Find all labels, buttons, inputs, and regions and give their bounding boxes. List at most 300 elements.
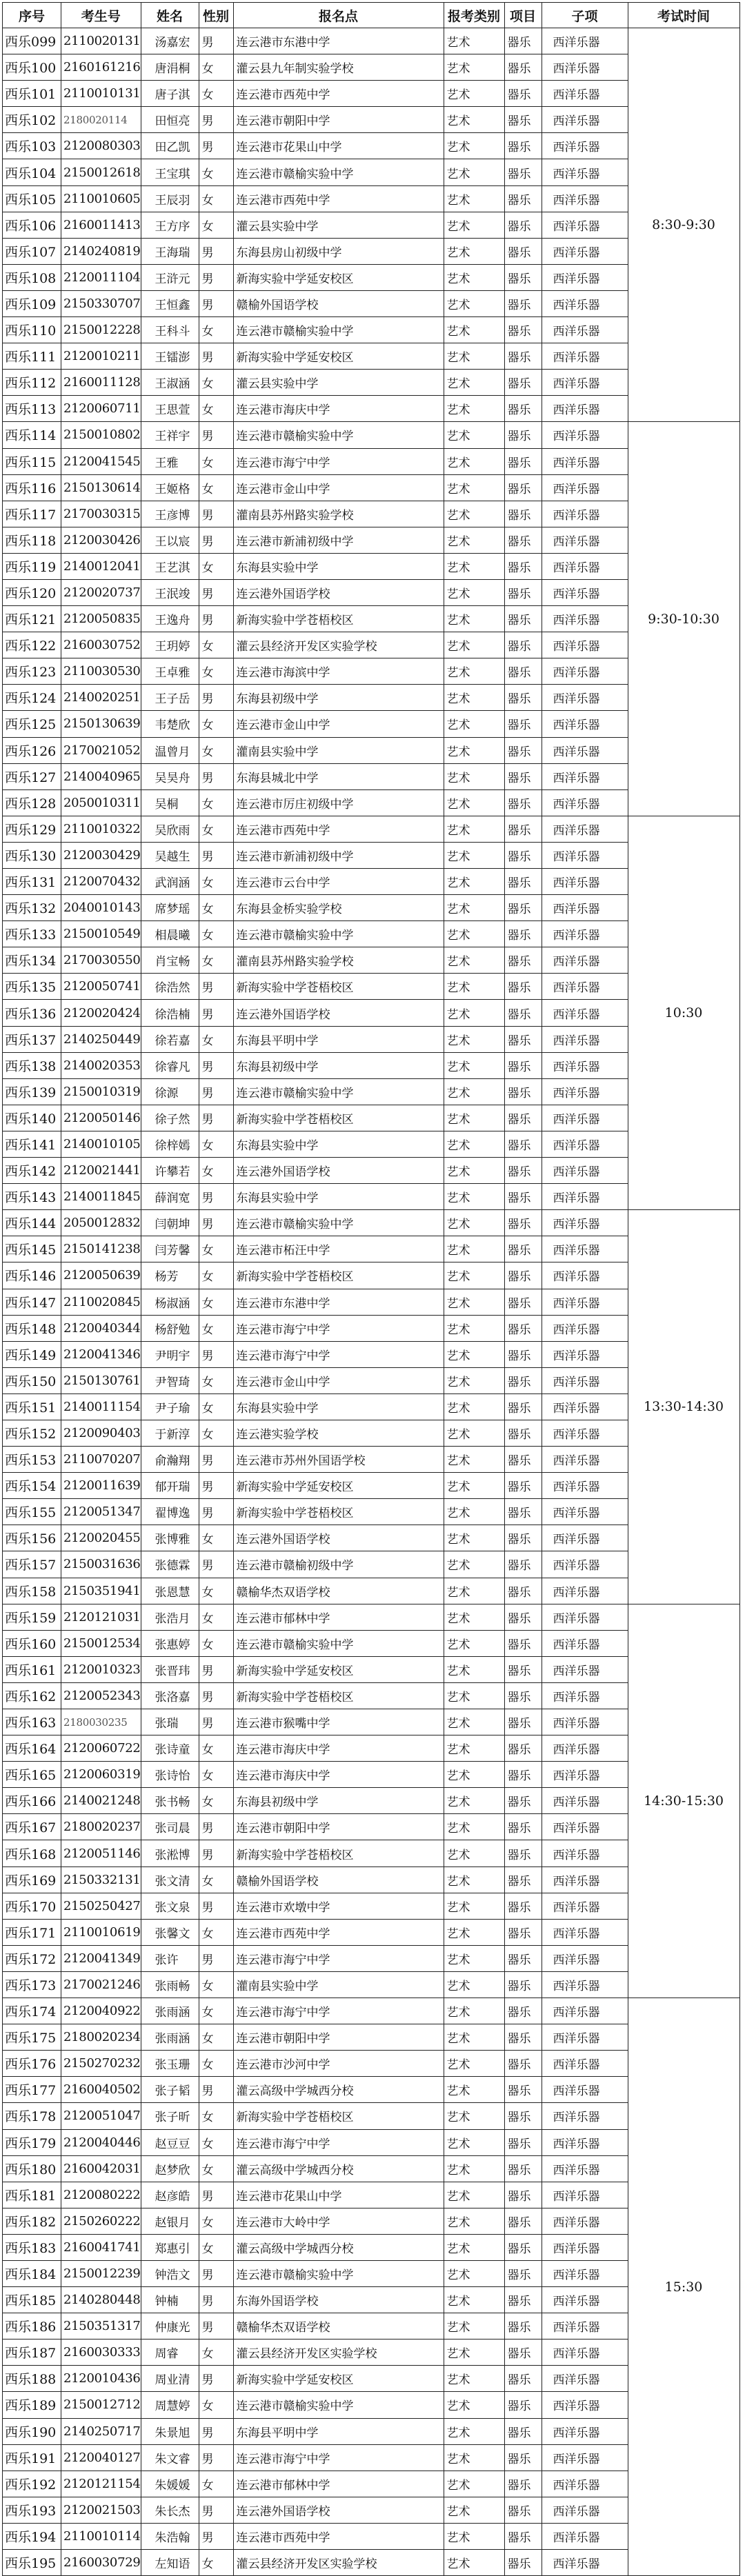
header-exam-time: 考试时间 bbox=[628, 3, 739, 28]
cell-sex: 男 bbox=[199, 1000, 233, 1026]
cell-category: 艺术 bbox=[444, 2024, 504, 2051]
cell-exam-time: 10:30 bbox=[628, 816, 739, 1209]
table-row bbox=[3, 1210, 740, 1236]
cell-sex: 女 bbox=[199, 789, 233, 816]
header-row bbox=[3, 3, 740, 28]
cell-seq: 西乐101 bbox=[3, 81, 61, 107]
cell-project: 器乐 bbox=[504, 1420, 542, 1446]
cell-sub-item: 西洋乐器 bbox=[542, 2103, 628, 2129]
cell-sub-item: 西洋乐器 bbox=[542, 1105, 628, 1131]
cell-category: 艺术 bbox=[444, 2129, 504, 2155]
cell-project: 器乐 bbox=[504, 1840, 542, 1866]
cell-category: 艺术 bbox=[444, 212, 504, 238]
cell-project: 器乐 bbox=[504, 422, 542, 448]
cell-seq: 西乐155 bbox=[3, 1499, 61, 1525]
cell-name: 薛润宽 bbox=[141, 1184, 199, 1210]
cell-project: 器乐 bbox=[504, 1630, 542, 1656]
cell-project: 器乐 bbox=[504, 921, 542, 947]
cell-site: 灌南县苏州路实验学校 bbox=[233, 501, 444, 527]
cell-seq: 西乐116 bbox=[3, 474, 61, 501]
cell-project: 器乐 bbox=[504, 2313, 542, 2339]
cell-exam-id: 2110020845 bbox=[61, 1289, 141, 1315]
cell-project: 器乐 bbox=[504, 1682, 542, 1709]
table-row bbox=[3, 1998, 740, 2024]
cell-site: 连云港市西苑中学 bbox=[233, 816, 444, 842]
cell-sub-item: 西洋乐器 bbox=[542, 422, 628, 448]
cell-sex: 男 bbox=[199, 343, 233, 370]
cell-name: 田恒亮 bbox=[141, 107, 199, 133]
cell-exam-time: 14:30-15:30 bbox=[628, 1604, 739, 1998]
cell-name: 张书畅 bbox=[141, 1788, 199, 1814]
cell-project: 器乐 bbox=[504, 28, 542, 54]
cell-category: 艺术 bbox=[444, 1656, 504, 1682]
cell-seq: 西乐108 bbox=[3, 264, 61, 290]
cell-project: 器乐 bbox=[504, 1551, 542, 1578]
cell-seq: 西乐147 bbox=[3, 1289, 61, 1315]
cell-sex: 女 bbox=[199, 474, 233, 501]
cell-seq: 西乐160 bbox=[3, 1630, 61, 1656]
cell-sex: 男 bbox=[199, 2313, 233, 2339]
cell-sex: 男 bbox=[199, 1210, 233, 1236]
cell-site: 新海实验中学苍梧校区 bbox=[233, 1682, 444, 1709]
cell-category: 艺术 bbox=[444, 2313, 504, 2339]
cell-sub-item: 西洋乐器 bbox=[542, 579, 628, 605]
cell-project: 器乐 bbox=[504, 737, 542, 763]
cell-seq: 西乐106 bbox=[3, 212, 61, 238]
cell-project: 器乐 bbox=[504, 2366, 542, 2392]
cell-category: 艺术 bbox=[444, 1393, 504, 1420]
cell-sex: 男 bbox=[199, 1814, 233, 1840]
cell-category: 艺术 bbox=[444, 1866, 504, 1893]
cell-exam-id: 2050010311 bbox=[61, 789, 141, 816]
cell-project: 器乐 bbox=[504, 107, 542, 133]
cell-sub-item: 西洋乐器 bbox=[542, 1262, 628, 1289]
cell-project: 器乐 bbox=[504, 1158, 542, 1184]
cell-sub-item: 西洋乐器 bbox=[542, 2182, 628, 2208]
cell-project: 器乐 bbox=[504, 711, 542, 737]
cell-name: 徐浩然 bbox=[141, 974, 199, 1000]
cell-category: 艺术 bbox=[444, 1709, 504, 1735]
cell-category: 艺术 bbox=[444, 1184, 504, 1210]
cell-exam-id: 2040010143 bbox=[61, 895, 141, 921]
cell-site: 连云港外国语学校 bbox=[233, 579, 444, 605]
cell-name: 尹明宇 bbox=[141, 1341, 199, 1367]
cell-seq: 西乐141 bbox=[3, 1131, 61, 1157]
cell-project: 器乐 bbox=[504, 343, 542, 370]
cell-sex: 女 bbox=[199, 2234, 233, 2260]
cell-site: 灌南县实验中学 bbox=[233, 737, 444, 763]
cell-exam-id: 2160030333 bbox=[61, 2339, 141, 2366]
cell-category: 艺术 bbox=[444, 1210, 504, 1236]
cell-name: 张瑞 bbox=[141, 1709, 199, 1735]
cell-exam-id: 2120040922 bbox=[61, 1998, 141, 2024]
cell-seq: 西乐191 bbox=[3, 2444, 61, 2471]
cell-seq: 西乐139 bbox=[3, 1078, 61, 1105]
cell-sub-item: 西洋乐器 bbox=[542, 816, 628, 842]
cell-category: 艺术 bbox=[444, 1630, 504, 1656]
cell-exam-id: 2150351941 bbox=[61, 1578, 141, 1604]
cell-category: 艺术 bbox=[444, 2550, 504, 2576]
cell-exam-id: 2150010802 bbox=[61, 422, 141, 448]
cell-seq: 西乐194 bbox=[3, 2523, 61, 2549]
cell-sex: 男 bbox=[199, 2077, 233, 2103]
cell-category: 艺术 bbox=[444, 133, 504, 159]
cell-name: 钟楠 bbox=[141, 2287, 199, 2313]
cell-project: 器乐 bbox=[504, 789, 542, 816]
cell-category: 艺术 bbox=[444, 1026, 504, 1052]
cell-exam-id: 2140280448 bbox=[61, 2287, 141, 2313]
cell-seq: 西乐181 bbox=[3, 2182, 61, 2208]
cell-exam-id: 2120040446 bbox=[61, 2129, 141, 2155]
cell-project: 器乐 bbox=[504, 2077, 542, 2103]
cell-site: 新海实验中学苍梧校区 bbox=[233, 2103, 444, 2129]
cell-project: 器乐 bbox=[504, 1919, 542, 1945]
cell-seq: 西乐100 bbox=[3, 54, 61, 81]
cell-project: 器乐 bbox=[504, 1499, 542, 1525]
cell-sex: 男 bbox=[199, 1078, 233, 1105]
cell-sex: 女 bbox=[199, 1131, 233, 1157]
cell-site: 连云港市金山中学 bbox=[233, 474, 444, 501]
cell-category: 艺术 bbox=[444, 2444, 504, 2471]
cell-seq: 西乐185 bbox=[3, 2287, 61, 2313]
cell-site: 灌云高级中学城西分校 bbox=[233, 2077, 444, 2103]
cell-seq: 西乐192 bbox=[3, 2471, 61, 2497]
cell-sex: 男 bbox=[199, 1656, 233, 1682]
cell-exam-id: 2120020455 bbox=[61, 1525, 141, 1551]
cell-name: 王祥宇 bbox=[141, 422, 199, 448]
cell-sub-item: 西洋乐器 bbox=[542, 81, 628, 107]
cell-sub-item: 西洋乐器 bbox=[542, 895, 628, 921]
cell-category: 艺术 bbox=[444, 422, 504, 448]
header-sub-item: 子项 bbox=[542, 3, 628, 28]
cell-name: 朱长杰 bbox=[141, 2497, 199, 2523]
cell-name: 韦楚欣 bbox=[141, 711, 199, 737]
cell-sub-item: 西洋乐器 bbox=[542, 869, 628, 895]
cell-category: 艺术 bbox=[444, 317, 504, 343]
cell-sub-item: 西洋乐器 bbox=[542, 658, 628, 685]
cell-seq: 西乐121 bbox=[3, 606, 61, 632]
cell-name: 王宝琪 bbox=[141, 159, 199, 185]
cell-name: 吴越生 bbox=[141, 842, 199, 868]
cell-seq: 西乐193 bbox=[3, 2497, 61, 2523]
cell-category: 艺术 bbox=[444, 28, 504, 54]
cell-project: 器乐 bbox=[504, 1341, 542, 1367]
cell-project: 器乐 bbox=[504, 290, 542, 316]
cell-category: 艺术 bbox=[444, 2418, 504, 2444]
cell-project: 器乐 bbox=[504, 264, 542, 290]
cell-sex: 男 bbox=[199, 685, 233, 711]
cell-seq: 西乐138 bbox=[3, 1052, 61, 1078]
exam-schedule-table bbox=[2, 2, 740, 2576]
cell-site: 连云港市海宁中学 bbox=[233, 2444, 444, 2471]
cell-name: 王方序 bbox=[141, 212, 199, 238]
cell-seq: 西乐171 bbox=[3, 1919, 61, 1945]
cell-sex: 女 bbox=[199, 1998, 233, 2024]
cell-project: 器乐 bbox=[504, 1210, 542, 1236]
cell-sex: 女 bbox=[199, 1971, 233, 1998]
cell-name: 王辰羽 bbox=[141, 185, 199, 212]
cell-site: 连云港市朝阳中学 bbox=[233, 2024, 444, 2051]
header-site: 报名点 bbox=[233, 3, 444, 28]
cell-sex: 女 bbox=[199, 711, 233, 737]
cell-seq: 西乐143 bbox=[3, 1184, 61, 1210]
cell-sex: 女 bbox=[199, 1630, 233, 1656]
cell-sex: 女 bbox=[199, 869, 233, 895]
cell-exam-id: 2150031636 bbox=[61, 1551, 141, 1578]
cell-category: 艺术 bbox=[444, 1131, 504, 1157]
cell-sex: 男 bbox=[199, 763, 233, 789]
cell-project: 器乐 bbox=[504, 1000, 542, 1026]
cell-exam-id: 2150012618 bbox=[61, 159, 141, 185]
cell-site: 连云港市赣榆实验中学 bbox=[233, 1630, 444, 1656]
cell-name: 王浒元 bbox=[141, 264, 199, 290]
cell-seq: 西乐145 bbox=[3, 1236, 61, 1262]
cell-exam-id: 2150010549 bbox=[61, 921, 141, 947]
cell-seq: 西乐115 bbox=[3, 448, 61, 474]
cell-site: 连云港市柘汪中学 bbox=[233, 1236, 444, 1262]
cell-category: 艺术 bbox=[444, 290, 504, 316]
cell-category: 艺术 bbox=[444, 107, 504, 133]
cell-sub-item: 西洋乐器 bbox=[542, 2418, 628, 2444]
cell-seq: 西乐114 bbox=[3, 422, 61, 448]
cell-sub-item: 西洋乐器 bbox=[542, 1762, 628, 1788]
cell-exam-id: 2120080222 bbox=[61, 2182, 141, 2208]
cell-exam-id: 2120030429 bbox=[61, 842, 141, 868]
cell-seq: 西乐134 bbox=[3, 947, 61, 974]
cell-site: 连云港市金山中学 bbox=[233, 1367, 444, 1393]
cell-site: 连云港市新浦初级中学 bbox=[233, 842, 444, 868]
cell-project: 器乐 bbox=[504, 1788, 542, 1814]
cell-site: 东海县平明中学 bbox=[233, 2418, 444, 2444]
cell-sex: 女 bbox=[199, 2471, 233, 2497]
cell-sub-item: 西洋乐器 bbox=[542, 1735, 628, 1762]
cell-project: 器乐 bbox=[504, 159, 542, 185]
cell-name: 张玉珊 bbox=[141, 2051, 199, 2077]
cell-site: 新海实验中学苍梧校区 bbox=[233, 1840, 444, 1866]
cell-sub-item: 西洋乐器 bbox=[542, 527, 628, 553]
cell-site: 连云港市猴嘴中学 bbox=[233, 1709, 444, 1735]
cell-site: 东海外国语学校 bbox=[233, 2287, 444, 2313]
header-sex: 性别 bbox=[199, 3, 233, 28]
cell-sex: 女 bbox=[199, 2155, 233, 2182]
cell-category: 艺术 bbox=[444, 1078, 504, 1105]
cell-sub-item: 西洋乐器 bbox=[542, 711, 628, 737]
cell-seq: 西乐130 bbox=[3, 842, 61, 868]
cell-sub-item: 西洋乐器 bbox=[542, 185, 628, 212]
cell-sex: 女 bbox=[199, 2103, 233, 2129]
cell-project: 器乐 bbox=[504, 1762, 542, 1788]
cell-sex: 女 bbox=[199, 658, 233, 685]
cell-category: 艺术 bbox=[444, 1525, 504, 1551]
cell-site: 连云港外国语学校 bbox=[233, 1000, 444, 1026]
cell-sub-item: 西洋乐器 bbox=[542, 1656, 628, 1682]
cell-name: 周睿 bbox=[141, 2339, 199, 2366]
cell-site: 连云港市赣榆实验中学 bbox=[233, 422, 444, 448]
cell-exam-id: 2150332131 bbox=[61, 1866, 141, 1893]
cell-name: 仲康光 bbox=[141, 2313, 199, 2339]
cell-exam-id: 2110010619 bbox=[61, 1919, 141, 1945]
cell-site: 东海县平明中学 bbox=[233, 1026, 444, 1052]
cell-name: 温曾月 bbox=[141, 737, 199, 763]
cell-sub-item: 西洋乐器 bbox=[542, 1420, 628, 1446]
cell-category: 艺术 bbox=[444, 2366, 504, 2392]
cell-project: 器乐 bbox=[504, 1315, 542, 1341]
cell-name: 吴欣雨 bbox=[141, 816, 199, 842]
cell-name: 张雨涵 bbox=[141, 1998, 199, 2024]
cell-sub-item: 西洋乐器 bbox=[542, 2155, 628, 2182]
cell-project: 器乐 bbox=[504, 2129, 542, 2155]
cell-category: 艺术 bbox=[444, 2339, 504, 2366]
cell-name: 田乙凯 bbox=[141, 133, 199, 159]
cell-project: 器乐 bbox=[504, 54, 542, 81]
cell-name: 朱文睿 bbox=[141, 2444, 199, 2471]
cell-site: 灌云高级中学城西分校 bbox=[233, 2234, 444, 2260]
cell-seq: 西乐173 bbox=[3, 1971, 61, 1998]
cell-category: 艺术 bbox=[444, 1735, 504, 1762]
cell-exam-id: 2120020737 bbox=[61, 579, 141, 605]
cell-site: 灌云县经济开发区实验学校 bbox=[233, 2339, 444, 2366]
cell-sex: 女 bbox=[199, 1393, 233, 1420]
cell-project: 器乐 bbox=[504, 448, 542, 474]
cell-sub-item: 西洋乐器 bbox=[542, 1447, 628, 1473]
cell-exam-id: 2120040344 bbox=[61, 1315, 141, 1341]
cell-sub-item: 西洋乐器 bbox=[542, 1551, 628, 1578]
cell-sub-item: 西洋乐器 bbox=[542, 1289, 628, 1315]
table-row bbox=[3, 422, 740, 448]
cell-name: 肖宝畅 bbox=[141, 947, 199, 974]
cell-site: 连云港外国语学校 bbox=[233, 1158, 444, 1184]
cell-site: 连云港市海宁中学 bbox=[233, 448, 444, 474]
cell-seq: 西乐163 bbox=[3, 1709, 61, 1735]
cell-seq: 西乐111 bbox=[3, 343, 61, 370]
cell-sex: 男 bbox=[199, 974, 233, 1000]
cell-sex: 女 bbox=[199, 1735, 233, 1762]
cell-site: 赣榆外国语学校 bbox=[233, 1866, 444, 1893]
cell-exam-id: 2120010211 bbox=[61, 343, 141, 370]
cell-site: 东海县初级中学 bbox=[233, 1788, 444, 1814]
cell-site: 新海实验中学延安校区 bbox=[233, 343, 444, 370]
cell-project: 器乐 bbox=[504, 1814, 542, 1840]
cell-sex: 女 bbox=[199, 1578, 233, 1604]
cell-name: 张文泉 bbox=[141, 1893, 199, 1919]
cell-seq: 西乐178 bbox=[3, 2103, 61, 2129]
cell-site: 连云港市新浦初级中学 bbox=[233, 527, 444, 553]
cell-sub-item: 西洋乐器 bbox=[542, 1210, 628, 1236]
cell-category: 艺术 bbox=[444, 1788, 504, 1814]
cell-site: 连云港市海庆中学 bbox=[233, 396, 444, 422]
cell-project: 器乐 bbox=[504, 1393, 542, 1420]
cell-site: 灌南县苏州路实验学校 bbox=[233, 947, 444, 974]
cell-site: 连云港市赣榆实验中学 bbox=[233, 159, 444, 185]
cell-site: 连云港市赣榆实验中学 bbox=[233, 921, 444, 947]
cell-sub-item: 西洋乐器 bbox=[542, 1341, 628, 1367]
cell-seq: 西乐182 bbox=[3, 2208, 61, 2234]
cell-sex: 女 bbox=[199, 2051, 233, 2077]
cell-sex: 男 bbox=[199, 133, 233, 159]
cell-sub-item: 西洋乐器 bbox=[542, 448, 628, 474]
cell-name: 张德霖 bbox=[141, 1551, 199, 1578]
cell-sex: 男 bbox=[199, 842, 233, 868]
cell-sex: 男 bbox=[199, 1682, 233, 1709]
cell-name: 俞瀚翔 bbox=[141, 1447, 199, 1473]
cell-exam-id: 2120011104 bbox=[61, 264, 141, 290]
cell-exam-id: 2120051146 bbox=[61, 1840, 141, 1866]
cell-sex: 女 bbox=[199, 1289, 233, 1315]
cell-sex: 男 bbox=[199, 501, 233, 527]
cell-exam-id: 2110020131 bbox=[61, 28, 141, 54]
cell-sex: 男 bbox=[199, 1184, 233, 1210]
cell-project: 器乐 bbox=[504, 2024, 542, 2051]
cell-site: 连云港市赣榆实验中学 bbox=[233, 2392, 444, 2418]
cell-sub-item: 西洋乐器 bbox=[542, 737, 628, 763]
cell-project: 器乐 bbox=[504, 527, 542, 553]
cell-sex: 女 bbox=[199, 1262, 233, 1289]
cell-seq: 西乐133 bbox=[3, 921, 61, 947]
cell-exam-id: 2120051347 bbox=[61, 1499, 141, 1525]
cell-site: 东海县初级中学 bbox=[233, 1052, 444, 1078]
cell-seq: 西乐165 bbox=[3, 1762, 61, 1788]
cell-sex: 男 bbox=[199, 1341, 233, 1367]
cell-seq: 西乐195 bbox=[3, 2550, 61, 2576]
cell-name: 王雅 bbox=[141, 448, 199, 474]
cell-site: 赣榆华杰双语学校 bbox=[233, 1578, 444, 1604]
cell-exam-id: 2110010114 bbox=[61, 2523, 141, 2549]
cell-exam-id: 2120060711 bbox=[61, 396, 141, 422]
cell-sex: 男 bbox=[199, 2260, 233, 2286]
cell-sub-item: 西洋乐器 bbox=[542, 474, 628, 501]
cell-project: 器乐 bbox=[504, 1026, 542, 1052]
cell-sex: 男 bbox=[199, 579, 233, 605]
cell-site: 新海实验中学苍梧校区 bbox=[233, 606, 444, 632]
cell-site: 连云港市赣榆实验中学 bbox=[233, 1210, 444, 1236]
cell-sub-item: 西洋乐器 bbox=[542, 2313, 628, 2339]
cell-sex: 女 bbox=[199, 1866, 233, 1893]
cell-name: 张淞博 bbox=[141, 1840, 199, 1866]
cell-exam-id: 2150260222 bbox=[61, 2208, 141, 2234]
cell-seq: 西乐169 bbox=[3, 1866, 61, 1893]
cell-name: 于新淳 bbox=[141, 1420, 199, 1446]
cell-seq: 西乐154 bbox=[3, 1473, 61, 1499]
cell-sub-item: 西洋乐器 bbox=[542, 1709, 628, 1735]
cell-exam-id: 2120050741 bbox=[61, 974, 141, 1000]
cell-site: 连云港市金山中学 bbox=[233, 711, 444, 737]
cell-seq: 西乐156 bbox=[3, 1525, 61, 1551]
cell-category: 艺术 bbox=[444, 343, 504, 370]
cell-seq: 西乐113 bbox=[3, 396, 61, 422]
cell-project: 器乐 bbox=[504, 2234, 542, 2260]
cell-seq: 西乐144 bbox=[3, 1210, 61, 1236]
table-row bbox=[3, 28, 740, 54]
cell-sub-item: 西洋乐器 bbox=[542, 28, 628, 54]
cell-exam-id: 2140020353 bbox=[61, 1052, 141, 1078]
cell-seq: 西乐164 bbox=[3, 1735, 61, 1762]
cell-exam-id: 2110070207 bbox=[61, 1447, 141, 1473]
cell-name: 尹智琦 bbox=[141, 1367, 199, 1393]
cell-project: 器乐 bbox=[504, 1052, 542, 1078]
cell-project: 器乐 bbox=[504, 1998, 542, 2024]
cell-seq: 西乐176 bbox=[3, 2051, 61, 2077]
cell-exam-id: 2120121031 bbox=[61, 1604, 141, 1630]
cell-sub-item: 西洋乐器 bbox=[542, 2287, 628, 2313]
cell-exam-id: 2140240819 bbox=[61, 238, 141, 264]
cell-exam-id: 2160011128 bbox=[61, 370, 141, 396]
cell-name: 唐子淇 bbox=[141, 81, 199, 107]
cell-seq: 西乐189 bbox=[3, 2392, 61, 2418]
cell-seq: 西乐109 bbox=[3, 290, 61, 316]
cell-category: 艺术 bbox=[444, 1105, 504, 1131]
cell-exam-id: 2140011154 bbox=[61, 1393, 141, 1420]
cell-exam-id: 2160161216 bbox=[61, 54, 141, 81]
